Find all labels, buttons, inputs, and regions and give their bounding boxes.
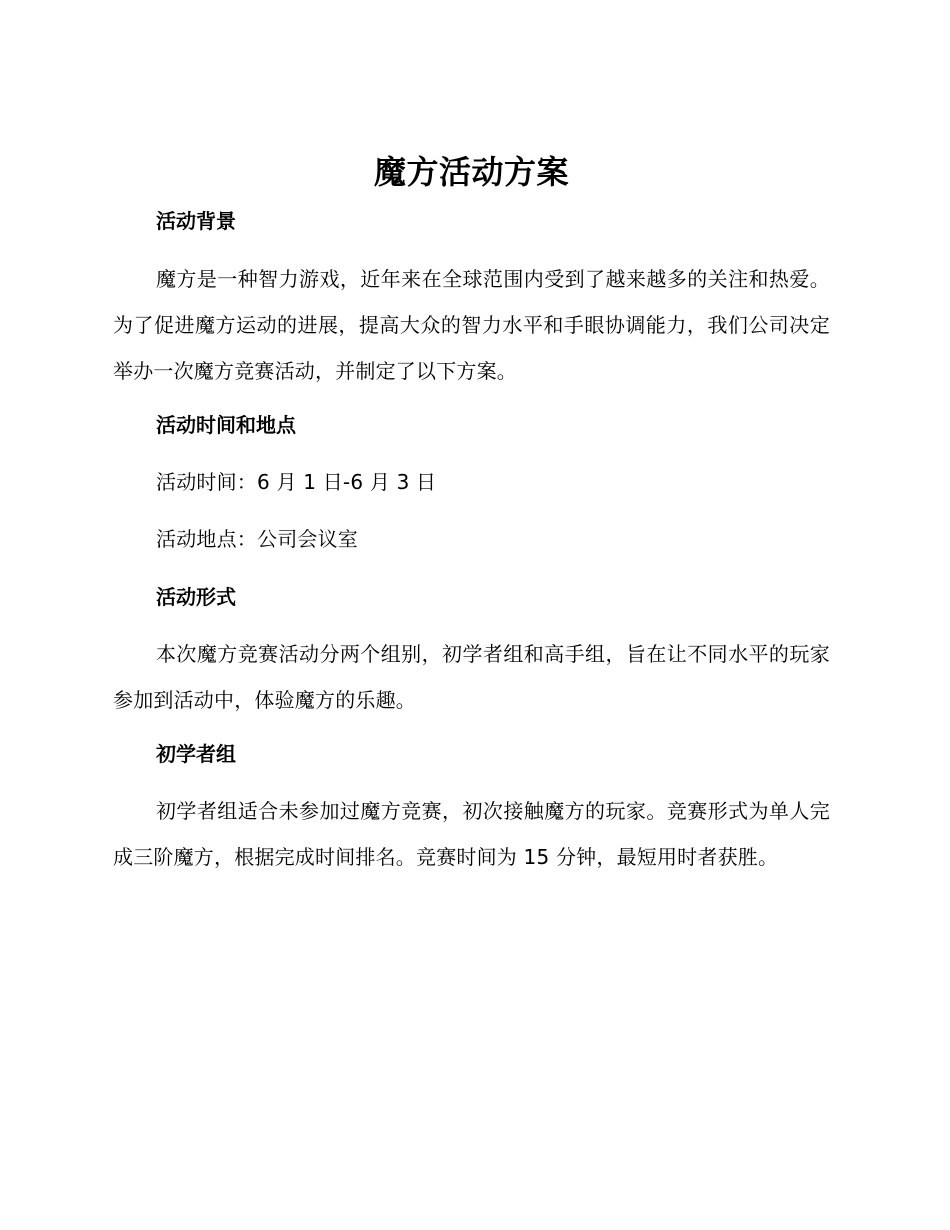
paragraph-beginner: 初学者组适合未参加过魔方竞赛，初次接触魔方的玩家。竞赛形式为单人完成三阶魔方，根据完成时间排名。竞赛时间为 15 分钟，最短用时者获胜。 [113, 799, 830, 869]
document-body [113, 150, 830, 880]
paragraph-background: 魔方是一种智力游戏，近年来在全球范围内受到了越来越多的关注和热爱。为了促进魔方运动的进展，提高大众的智力水平和手眼协调能力，我们公司决定举办一次魔方竞赛活动，并制定了以下方案。 [113, 267, 830, 383]
section-heading-time-place: 活动时间和地点 [156, 413, 296, 437]
event-time-line: 活动时间：6 月 1 日-6 月 3 日 [156, 470, 437, 494]
section-heading-format: 活动形式 [156, 585, 236, 609]
section-heading-beginner: 初学者组 [156, 742, 236, 766]
document-title: 魔方活动方案 [373, 153, 569, 191]
paragraph-format: 本次魔方竞赛活动分两个组别，初学者组和高手组，旨在让不同水平的玩家参加到活动中，体验魔方的乐趣。 [113, 642, 830, 712]
section-heading-background: 活动背景 [156, 209, 236, 233]
event-place-line: 活动地点：公司会议室 [156, 527, 358, 551]
